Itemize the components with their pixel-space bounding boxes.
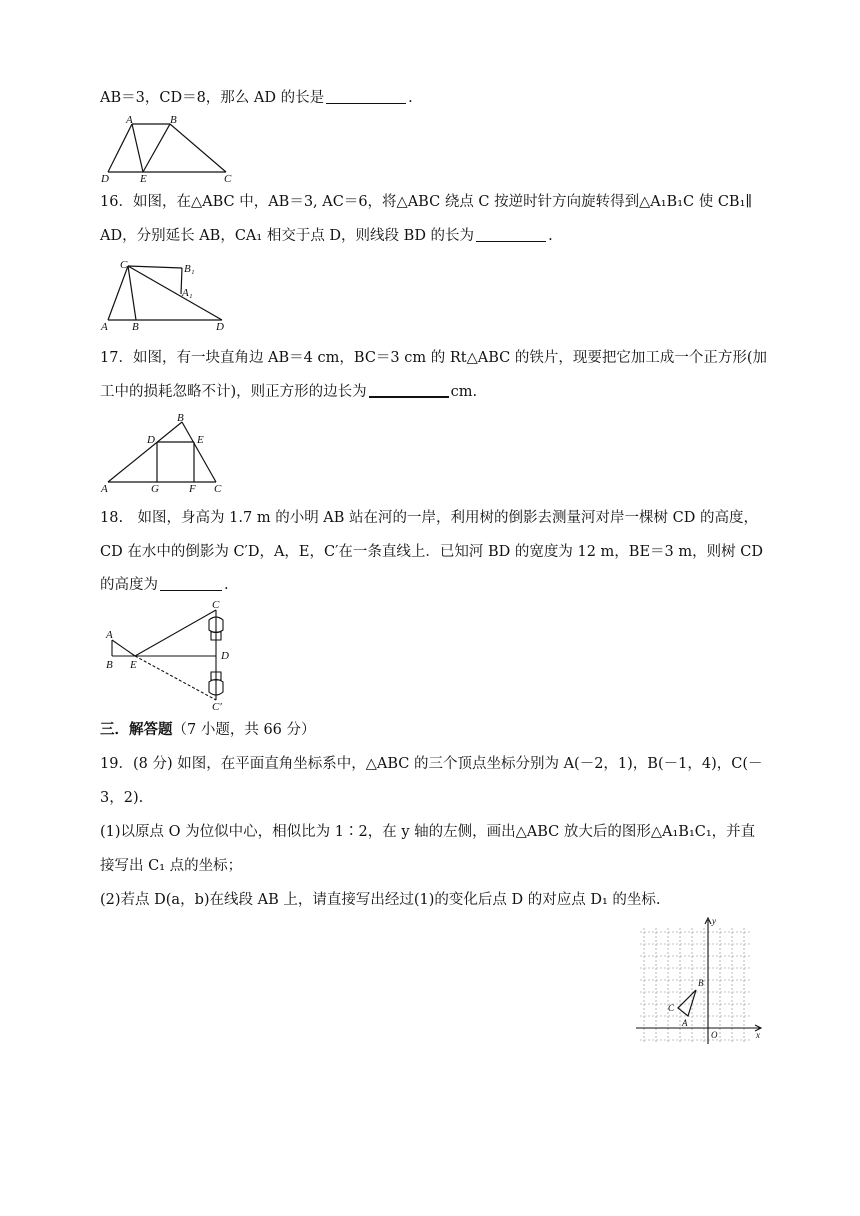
q17-label-g: G (151, 483, 159, 495)
q16-answer-blank[interactable] (476, 227, 546, 242)
q15-label-a: A (126, 114, 133, 126)
q18-label-c-prime: C′ (212, 701, 222, 710)
q17-label-a: A (101, 483, 108, 495)
q16-label-c: C (120, 259, 128, 271)
q16-label-a1: A₁ (182, 287, 193, 299)
q16-line2: AD，分别延长 AB，CA₁ 相交于点 D，则线段 BD 的长为 . (100, 228, 553, 244)
q17-label-e: E (197, 434, 204, 446)
q17-label-b: B (177, 412, 184, 424)
q19-line1: 19．(8 分) 如图，在平面直角坐标系中，△ABC 的三个顶点坐标分别为 A(－2，1)，B(－1，4)，C(－ (100, 756, 763, 772)
q19-line5: (2)若点 D(a，b)在线段 AB 上，请直接写出经过(1)的变化后点 D 的对应点 D₁ 的坐标. (100, 892, 661, 908)
q19-line3: (1)以原点 O 为位似中心，相似比为 1∶2，在 y 轴的左侧，画出△ABC 放大后的图形△A₁B₁C₁，并直 (100, 824, 756, 840)
q18-label-b: B (106, 659, 113, 671)
q17-line1: 17．如图，有一块直角边 AB＝4 cm，BC＝3 cm 的 Rt△ABC 的铁片，现要把它加工成一个正方形(加 (100, 350, 767, 366)
q19-label-b: B (698, 978, 704, 988)
q18-label-d: D (221, 650, 229, 662)
q18-line2: CD 在水中的倒影为 C′D，A，E，C′在一条直线上．已知河 BD 的宽度为 12 m，BE＝3 m，则树 CD (100, 544, 763, 560)
q19-label-c: C (668, 1003, 675, 1013)
section-heading: 三．解答题（7 小题，共 66 分） (100, 721, 316, 738)
q16-line1: 16．如图，在△ABC 中，AB＝3, AC＝6，将△ABC 绕点 C 按逆时针方向旋转得到△A₁B₁C 使 CB₁∥ (100, 194, 753, 210)
q15-label-e: E (140, 173, 147, 185)
q17-line2: 工中的损耗忽略不计)，则正方形的边长为 cm. (100, 384, 478, 400)
q18-figure (100, 598, 240, 710)
q16-label-d: D (216, 321, 224, 333)
q15-text: AB＝3，CD＝8，那么 AD 的长是 . (100, 90, 413, 106)
q15-figure (100, 112, 240, 186)
q19-axis-x-label: x (756, 1030, 760, 1040)
q18-line1: 18. 如图，身高为 1.7 m 的小明 AB 站在河的一岸，利用树的倒影去测量河对岸一棵树 CD 的高度， (100, 510, 758, 526)
q15-label-d: D (101, 173, 109, 185)
q17-label-f: F (189, 483, 196, 495)
q19-origin-label: O (711, 1030, 718, 1040)
q16-figure (100, 254, 240, 334)
q16-label-a: A (101, 321, 108, 333)
q19-axis-y-label: y (712, 916, 716, 926)
q18-answer-blank[interactable] (160, 576, 222, 591)
q16-label-b1: B₁ (184, 263, 195, 275)
q18-line3: 的高度为 . (100, 577, 229, 593)
q17-figure (100, 410, 240, 496)
q15-answer-blank[interactable] (326, 89, 406, 104)
q17-label-d: D (147, 434, 155, 446)
q19-label-a: A (682, 1018, 688, 1028)
q15-label-b: B (170, 114, 177, 126)
q17-label-c: C (214, 483, 222, 495)
q18-label-c: C (212, 599, 220, 611)
q16-label-b: B (132, 321, 139, 333)
q15-label-c: C (224, 173, 232, 185)
q18-label-e: E (130, 659, 137, 671)
q17-answer-blank[interactable] (369, 382, 449, 398)
q18-label-a: A (106, 629, 113, 641)
q19-coordinate-grid (632, 914, 766, 1046)
q19-line2: 3，2). (100, 790, 144, 806)
q19-line4: 接写出 C₁ 点的坐标； (100, 858, 243, 874)
